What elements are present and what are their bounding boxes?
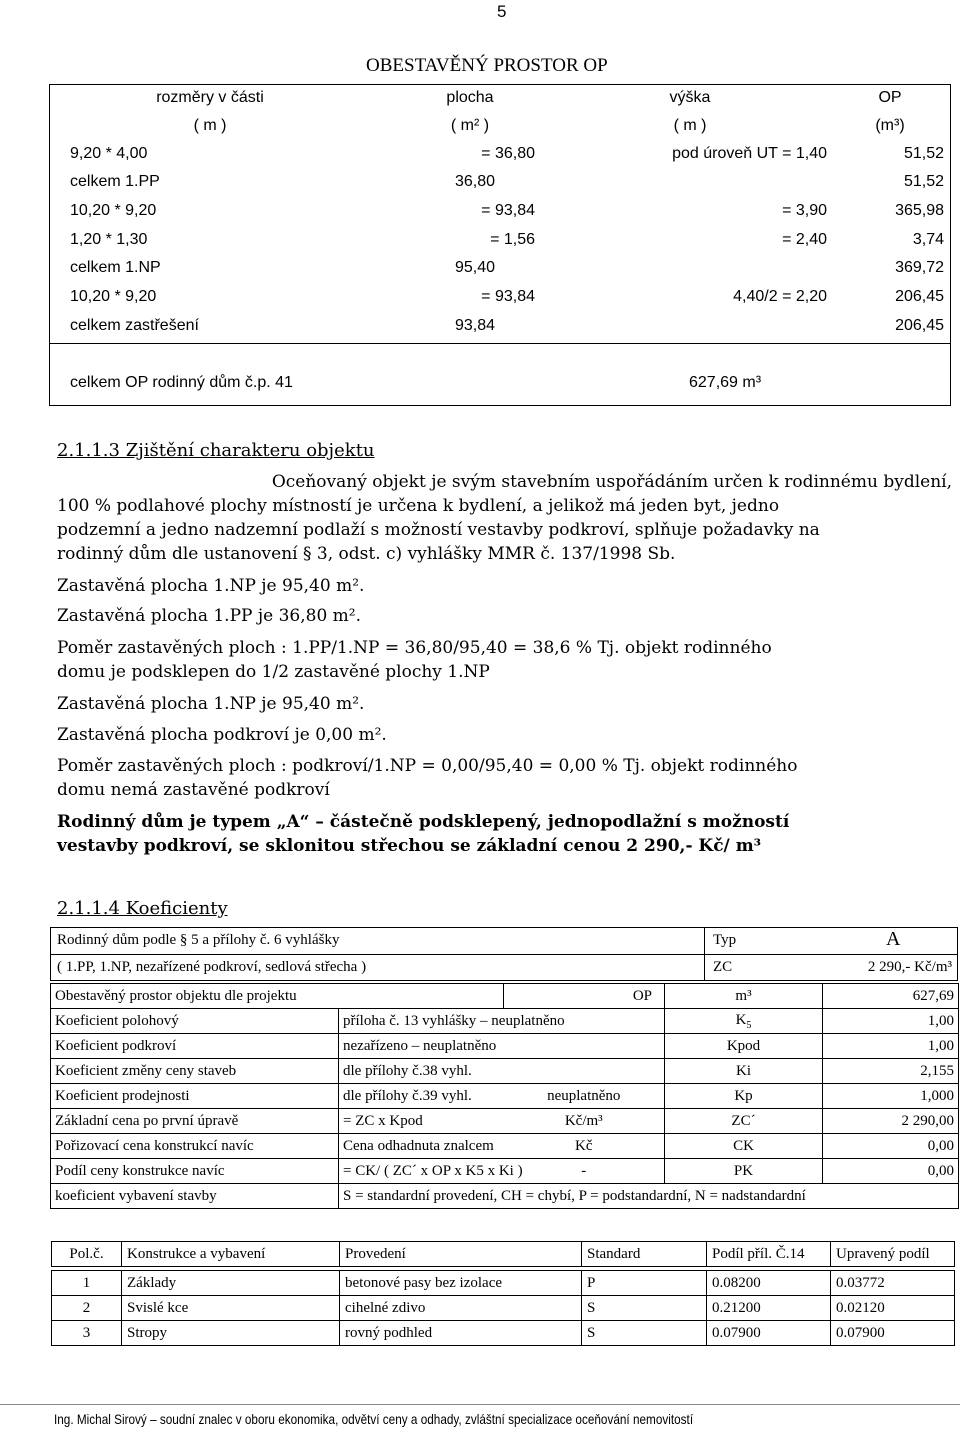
cell: P [582, 1271, 707, 1296]
paragraph-line: domu nemá zastavěné podkroví [57, 780, 330, 800]
paragraph-line: Zastavěná plocha 1.PP je 36,80 m². [57, 606, 361, 626]
op-row-height: = 2,40 [782, 231, 827, 248]
coef-label: Pořizovací cena konstrukcí navíc [51, 1134, 339, 1159]
type-description: Rodinný dům podle § 5 a přílohy č. 6 vyhlášky [57, 932, 340, 948]
coef-note: - [504, 1159, 665, 1184]
op-row-op: 51,52 [903, 145, 944, 162]
coef-source: dle přílohy č.39 vyhl. [339, 1084, 504, 1109]
coef-symbol: Kp [665, 1084, 823, 1109]
cell: 0.21200 [707, 1296, 831, 1321]
zc-value: 2 290,- Kč/m³ [867, 959, 952, 975]
op-row-area: = 93,84 [481, 202, 535, 219]
op-header-dim: rozměry v části [156, 89, 264, 106]
coef-symbol: m³ [665, 984, 823, 1009]
coef-label: koeficient vybavení stavby [51, 1184, 339, 1209]
cell: Základy [122, 1271, 340, 1296]
table-row [51, 1134, 959, 1159]
zc-label: ZC [713, 959, 733, 975]
table-row [51, 1059, 959, 1084]
op-header-height: výška [669, 89, 711, 106]
op-header-area: plocha [446, 89, 494, 106]
coef-value: 0,00 [823, 1159, 959, 1184]
type-subdescription: ( 1.PP, 1.NP, nezařízené podkroví, sedlová střecha ) [57, 959, 367, 975]
op-row-area: 93,84 [455, 317, 496, 334]
coef-symbol: Kpod [665, 1034, 823, 1059]
coef-source: Cena odhadnuta znalcem [339, 1134, 504, 1159]
coef-label: Koeficient změny ceny staveb [51, 1059, 339, 1084]
op-row-height: 4,40/2 = 2,20 [733, 288, 827, 305]
op-header-op: OP [878, 89, 902, 106]
coef-value: 0,00 [823, 1134, 959, 1159]
op-title: OBESTAVĚNÝ PROSTOR OP [366, 55, 608, 76]
coef-source: = CK/ ( ZC´ x OP x K5 x Ki ) [339, 1159, 504, 1184]
type-conclusion-line: Rodinný dům je typem „A“ – částečně podsklepený, jednopodlažní s možností [57, 812, 790, 832]
paragraph-line: Zastavěná plocha podkroví je 0,00 m². [57, 725, 387, 745]
cell: 0.07900 [831, 1321, 955, 1346]
coef-symbol: Ki [665, 1059, 823, 1084]
cell: betonové pasy bez izolace [340, 1271, 582, 1296]
coef-value: 2,155 [823, 1059, 959, 1084]
table-row [51, 984, 959, 1009]
coef-symbol: $K_5$ [665, 1009, 823, 1034]
table-row [51, 1184, 959, 1209]
coef-source: nezařízeno – neuplatněno [339, 1034, 665, 1059]
cell: 0.07900 [707, 1321, 831, 1346]
cell: 0.08200 [707, 1271, 831, 1296]
table-row [51, 1159, 959, 1184]
cell: S [582, 1321, 707, 1346]
coef-label: Základní cena po první úpravě [51, 1109, 339, 1134]
op-row-area: 95,40 [455, 259, 496, 276]
coef-value: 1,00 [823, 1009, 959, 1034]
coef-legend: S = standardní provedení, CH = chybí, P = podstandardní, N = nadstandardní [339, 1184, 959, 1209]
op-total-value: 627,69 m³ [689, 374, 762, 391]
op-row-op: 369,72 [895, 259, 944, 276]
coef-source: dle přílohy č.38 vyhl. [339, 1059, 665, 1084]
page-number: 5 [497, 2, 507, 21]
column-header: Standard [582, 1242, 707, 1267]
table-header-row [52, 1242, 955, 1267]
paragraph-line: domu je podsklepen do 1/2 zastavěné plochy 1.NP [57, 662, 490, 682]
op-unit-op: (m³) [875, 117, 905, 134]
column-header: Upravený podíl [831, 1242, 955, 1267]
op-row-dim: celkem 1.NP [70, 259, 161, 276]
op-row-op: 3,74 [912, 231, 944, 248]
paragraph-line: podzemní a jedno nadzemní podlaží s možností vestavby podkroví, splňuje požadavky na [57, 520, 820, 540]
table-row [52, 1296, 955, 1321]
cell: S [582, 1296, 707, 1321]
op-row-area: = 1,56 [490, 231, 535, 248]
op-row-dim: 10,20 * 9,20 [70, 288, 157, 305]
cell: 1 [52, 1271, 122, 1296]
coef-source: = ZC x Kpod [339, 1109, 504, 1134]
coefficients-table [50, 983, 959, 1209]
op-row-area: 36,80 [455, 173, 496, 190]
column-header: Konstrukce a vybavení [122, 1242, 340, 1267]
table-row [51, 1109, 959, 1134]
op-unit-area: ( m² ) [450, 117, 490, 134]
type-label: Typ [713, 932, 737, 948]
coef-label: Koeficient polohový [51, 1009, 339, 1034]
footer-text: Ing. Michal Sirový – soudní znalec v oboru ekonomika, odvětví ceny a odhady, zvláštní specializace oceňování nemovitostí [54, 1411, 694, 1427]
cell: 2 [52, 1296, 122, 1321]
paragraph-line: rodinný dům dle ustanovení § 3, odst. c) vyhlášky MMR č. 137/1998 Sb. [57, 544, 676, 564]
coef-note: Kč [504, 1134, 665, 1159]
coef-value: 627,69 [823, 984, 959, 1009]
paragraph-line: Zastavěná plocha 1.NP je 95,40 m². [57, 576, 365, 596]
op-row-area: = 93,84 [481, 288, 535, 305]
column-header: Podíl příl. Č.14 [707, 1242, 831, 1267]
table-row [51, 1009, 959, 1034]
coef-value: 2 290,00 [823, 1109, 959, 1134]
type-conclusion-line: vestavby podkroví, se sklonitou střechou se základní cenou 2 290,- Kč/ m³ [57, 836, 762, 856]
op-row-dim: 1,20 * 1,30 [70, 231, 148, 248]
type-box-divider [50, 954, 958, 955]
op-unit-height: ( m ) [673, 117, 707, 134]
coef-note: neuplatněno [504, 1084, 665, 1109]
op-row-dim: celkem 1.PP [70, 173, 160, 190]
coef-symbol: ZC´ [665, 1109, 823, 1134]
coef-value: 1,00 [823, 1034, 959, 1059]
coef-label: Podíl ceny konstrukce navíc [51, 1159, 339, 1184]
coef-label: Koeficient podkroví [51, 1034, 339, 1059]
column-header: Pol.č. [52, 1242, 122, 1267]
paragraph-line: Zastavěná plocha 1.NP je 95,40 m². [57, 694, 365, 714]
equipment-table [51, 1241, 955, 1346]
cell: 0.03772 [831, 1271, 955, 1296]
type-value: A [886, 928, 901, 950]
coef-note: Kč/m³ [504, 1109, 665, 1134]
op-row-op: 206,45 [895, 317, 944, 334]
op-row-height: = 3,90 [782, 202, 827, 219]
op-row-dim: celkem zastřešení [70, 317, 199, 334]
paragraph-line: Oceňovaný objekt je svým stavebním uspořádáním určen k rodinnému bydlení, [271, 472, 952, 492]
coef-source: příloha č. 13 vyhlášky – neuplatněno [339, 1009, 665, 1034]
op-total-label: celkem OP rodinný dům č.p. 41 [70, 374, 293, 391]
coef-label: Koeficient prodejnosti [51, 1084, 339, 1109]
coef-label: Obestavěný prostor objektu dle projektu [51, 984, 504, 1009]
cell: Svislé kce [122, 1296, 340, 1321]
table-row [51, 1034, 959, 1059]
cell: rovný podhled [340, 1321, 582, 1346]
op-unit-dim: ( m ) [193, 117, 227, 134]
cell: 0.02120 [831, 1296, 955, 1321]
coef-symbol: PK [665, 1159, 823, 1184]
coef-symbol: CK [665, 1134, 823, 1159]
section-heading-coefficients: 2.1.1.4 Koeficienty [57, 898, 228, 919]
op-row-dim: 10,20 * 9,20 [70, 202, 157, 219]
cell: cihelné zdivo [340, 1296, 582, 1321]
op-row-area: = 36,80 [481, 145, 535, 162]
footer-divider [0, 1404, 960, 1405]
op-row-op: 365,98 [895, 202, 944, 219]
paragraph-line: Poměr zastavěných ploch : podkroví/1.NP = 0,00/95,40 = 0,00 % Tj. objekt rodinného [57, 756, 798, 776]
op-row-op: 51,52 [903, 173, 944, 190]
type-box-vline [704, 927, 705, 981]
cell: 3 [52, 1321, 122, 1346]
cell: Stropy [122, 1321, 340, 1346]
table-row [52, 1321, 955, 1346]
column-header: Provedení [340, 1242, 582, 1267]
section-heading-character: 2.1.1.3 Zjištění charakteru objektu [57, 440, 375, 461]
table-row [51, 1084, 959, 1109]
paragraph-line: 100 % podlahové plochy místností je určena k bydlení, a jelikož má jeden byt, jedno [57, 496, 780, 516]
op-row-op: 206,45 [895, 288, 944, 305]
table-row [52, 1271, 955, 1296]
op-row-height: pod úroveň UT = 1,40 [672, 145, 827, 162]
paragraph-line: Poměr zastavěných ploch : 1.PP/1.NP = 36,80/95,40 = 38,6 % Tj. objekt rodinného [57, 638, 772, 658]
coef-value: 1,000 [823, 1084, 959, 1109]
op-row-dim: 9,20 * 4,00 [70, 145, 148, 162]
coef-unit: OP [504, 984, 665, 1009]
op-divider [49, 343, 951, 344]
